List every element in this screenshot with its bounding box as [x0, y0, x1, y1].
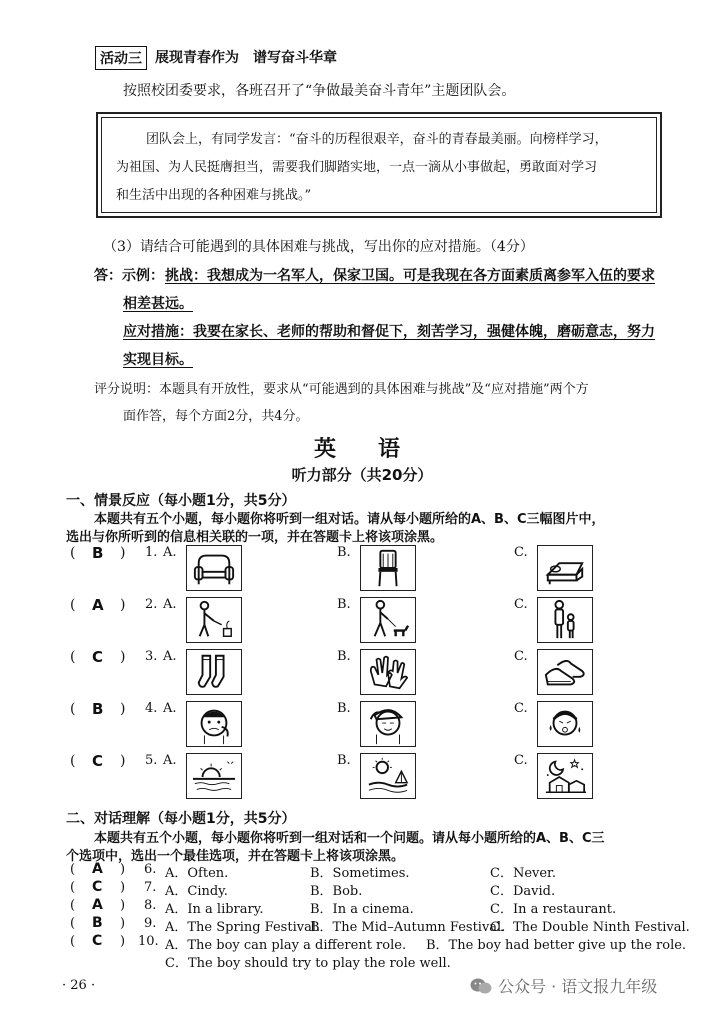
section2-instruction-2: 个选项中，选出一个最佳选项，并在答题卡上将该项涂黑。 [66, 849, 405, 864]
option-c-picture[interactable] [537, 701, 593, 747]
option-b[interactable]: B．Bob. [310, 884, 363, 899]
page-number: · 26 · [62, 978, 96, 993]
option-a-picture[interactable] [186, 545, 242, 591]
activity-tag: 活动三 [95, 46, 147, 70]
item-number: 3. [145, 649, 158, 664]
option-c-label: C. [514, 545, 528, 560]
quote-line-1: 团队会上，有同学发言：“奋斗的历程很艰辛，奋斗的青春最美丽。向榜样学习， [146, 132, 608, 147]
item-number: 2. [145, 597, 158, 612]
paren-right: ) [120, 701, 126, 717]
option-a-picture[interactable] [186, 597, 242, 643]
paren-right: ) [120, 597, 126, 613]
armchair-icon [187, 546, 241, 590]
item-number: 6. [144, 862, 157, 877]
answer-challenge-line-2: 相差甚远。 [123, 296, 193, 312]
option-a-picture[interactable] [186, 649, 242, 695]
option-a[interactable]: A．The Spring Festival. [165, 920, 321, 935]
paren-right: ) [120, 916, 126, 931]
option-b-label: B. [337, 701, 351, 716]
option-c-picture[interactable] [537, 597, 593, 643]
sneakers-icon [538, 650, 592, 694]
option-a-picture[interactable] [186, 753, 242, 799]
sweating-boy-icon [538, 702, 592, 746]
watermark [470, 974, 657, 999]
activity-intro: 按照校团委要求，各班召开了“争做最美奋斗青年”主题团队会。 [123, 83, 516, 99]
watermark-text: 公众号 · 语文报九年级 [498, 977, 658, 996]
answer-choice: A [92, 861, 103, 877]
wechat-icon [470, 977, 492, 999]
section2-instruction-1: 本题共有五个小题，每小题你将听到一组对话和一个问题。请从每小题所给的A、B、C三 [94, 831, 605, 846]
paren-right: ) [120, 545, 126, 561]
answer-choice: C [92, 879, 103, 895]
grading-line-1: 评分说明：本题具有开放性，要求从“可能遇到的具体困难与挑战”及“应对措施”两个方 [94, 382, 589, 397]
sunset-beach-icon [187, 754, 241, 798]
paren-left: ( [70, 545, 76, 561]
item-number: 9. [144, 916, 157, 931]
walking-dog-icon [361, 598, 415, 642]
paren-left: ( [70, 753, 76, 769]
option-a-label: A. [163, 649, 177, 664]
answer-choice: A [92, 596, 104, 614]
paren-left: ( [70, 934, 76, 949]
answer-choice: C [92, 752, 104, 770]
answer-choice: B [92, 700, 104, 718]
item-number: 5. [145, 753, 158, 768]
option-a[interactable]: A．In a library. [165, 902, 264, 917]
option-a-label: A. [163, 597, 177, 612]
option-b-picture[interactable] [360, 545, 416, 591]
paren-right: ) [120, 862, 126, 877]
question-3: （3）请结合可能遇到的具体困难与挑战，写出你的应对措施。（4分） [103, 239, 534, 255]
option-b-label: B. [337, 597, 351, 612]
item-number: 4. [145, 701, 158, 716]
chair-icon [361, 546, 415, 590]
option-b-picture[interactable] [360, 597, 416, 643]
quote-line-2: 为祖国、为人民挺膺担当，需要我们脚踏实地，一点一滴从小事做起，勇敢面对学习 [116, 160, 598, 175]
option-a[interactable]: A．The boy can play a different role. [165, 938, 407, 953]
answer-prefix: 答：示例： [94, 268, 164, 284]
option-b-label: B. [337, 649, 351, 664]
option-c-label: C. [514, 753, 528, 768]
paren-left: ( [70, 701, 76, 717]
option-a-picture[interactable] [186, 701, 242, 747]
item-number: 10. [138, 934, 159, 949]
option-b-picture[interactable] [360, 649, 416, 695]
paren-right: ) [120, 753, 126, 769]
item-number: 1. [145, 545, 158, 560]
toothache-boy-icon [187, 702, 241, 746]
option-c-picture[interactable] [537, 649, 593, 695]
answer-choice: C [92, 933, 103, 949]
option-a[interactable]: A．Cindy. [165, 884, 228, 899]
paren-left: ( [70, 898, 76, 913]
answer-choice: B [92, 915, 103, 931]
answer-choice: B [92, 544, 104, 562]
paren-right: ) [120, 934, 126, 949]
option-b[interactable]: B．Sometimes. [310, 866, 410, 881]
grading-line-2: 面作答，每个方面2分，共4分。 [123, 409, 309, 424]
english-title: 英 语 [313, 437, 410, 462]
paren-left: ( [70, 597, 76, 613]
answer-choice: A [92, 897, 103, 913]
paren-right: ) [120, 880, 126, 895]
paren-right: ) [120, 649, 126, 665]
option-c-label: C. [514, 701, 528, 716]
night-house-icon [538, 754, 592, 798]
sunny-weather-icon [361, 754, 415, 798]
option-b-label: B. [337, 753, 351, 768]
option-c[interactable]: C．David. [490, 884, 556, 899]
item-number: 7. [144, 880, 157, 895]
option-c-picture[interactable] [537, 545, 593, 591]
option-c[interactable]: C．The Double Ninth Festival. [490, 920, 690, 935]
section2-heading: 二、对话理解（每小题1分，共5分） [66, 811, 296, 827]
option-c[interactable]: C．In a restaurant. [490, 902, 617, 917]
section1-instruction-1: 本题共有五个小题，每小题你将听到一组对话。请从每小题所给的A、B、C三幅图片中， [94, 512, 605, 527]
answer-measure-line-1: 应对措施：我要在家长、老师的帮助和督促下，刻苦学习，强健体魄，磨砺意志，努力 [123, 324, 655, 340]
option-a-label: A. [163, 545, 177, 560]
answer-choice: C [92, 648, 104, 666]
option-b-label: B. [337, 545, 351, 560]
headache-boy-icon [361, 702, 415, 746]
option-a[interactable]: A．Often. [165, 866, 229, 881]
option-a-label: A. [163, 753, 177, 768]
option-b[interactable]: B．The boy had better give up the role. [426, 938, 687, 953]
option-b-picture[interactable] [360, 753, 416, 799]
paren-left: ( [70, 916, 76, 931]
option-c-label: C. [514, 649, 528, 664]
watering-plant-icon [187, 598, 241, 642]
paren-left: ( [70, 649, 76, 665]
socks-icon [187, 650, 241, 694]
paren-left: ( [70, 862, 76, 877]
quote-line-3: 和生活中出现的各种困难与挑战。” [116, 188, 312, 203]
bed-icon [538, 546, 592, 590]
paren-left: ( [70, 880, 76, 895]
section1-heading: 一、情景反应（每小题1分，共5分） [66, 493, 296, 509]
option-c[interactable]: C．Never. [490, 866, 556, 881]
paren-right: ) [120, 898, 126, 913]
option-c-picture[interactable] [537, 753, 593, 799]
answer-challenge-line-1: 挑战：我想成为一名军人，保家卫国。可是我现在各方面素质离参军入伍的要求 [165, 268, 655, 284]
answer-measure-line-2: 实现目标。 [123, 352, 193, 368]
activity-title: 展现青春作为 谱写奋斗华章 [155, 50, 337, 66]
option-a-label: A. [163, 701, 177, 716]
option-b-picture[interactable] [360, 701, 416, 747]
option-c-label: C. [514, 597, 528, 612]
option-b[interactable]: B．In a cinema. [310, 902, 414, 917]
listening-subtitle: 听力部分（共20分） [291, 466, 433, 484]
section1-instruction-2: 选出与你所听到的信息相关联的一项，并在答题卡上将该项涂黑。 [66, 530, 444, 545]
father-child-icon [538, 598, 592, 642]
option-b[interactable]: B．The Mid–Autumn Festival. [310, 920, 506, 935]
gloves-icon [361, 650, 415, 694]
item-number: 8. [144, 898, 157, 913]
option-c[interactable]: C．The boy should try to play the role well. [165, 956, 451, 971]
